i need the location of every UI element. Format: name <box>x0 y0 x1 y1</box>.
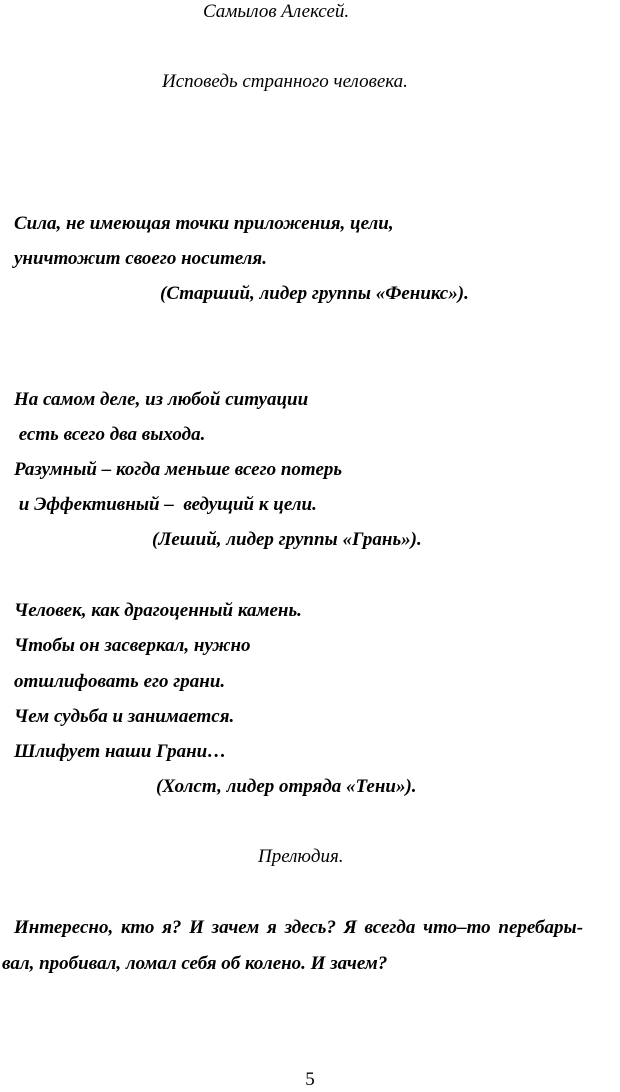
epigraph-3-line-2: Чтобы он засверкал, нужно <box>14 635 251 656</box>
epigraph-2-line-1: На самом деле, из любой ситуации <box>14 389 309 410</box>
epigraph-2-attribution: (Леший, лидер группы «Грань»). <box>152 529 422 550</box>
page-number: 5 <box>305 1069 315 1090</box>
epigraph-2-line-2: есть всего два выхода. <box>14 424 206 445</box>
paragraph-line-2: вал, пробивал, ломал себя об колено. И зачем? <box>2 953 388 974</box>
epigraph-3-line-1: Человек, как драгоценный камень. <box>14 600 302 621</box>
author-name: Самылов Алексей. <box>203 1 350 22</box>
epigraph-2-line-3: Разумный – когда меньше всего потерь <box>14 459 343 480</box>
epigraph-1-line-1: Сила, не имеющая точки приложения, цели, <box>14 213 394 234</box>
epigraph-3-line-4: Чем судьба и занимается. <box>14 706 235 727</box>
paragraph-line-1: Интересно, кто я? И зачем я здесь? Я всегда что–то перебары- <box>14 917 584 938</box>
epigraph-2-line-4: и Эффективный – ведущий к цели. <box>14 494 317 515</box>
epigraph-3-attribution: (Холст, лидер отряда «Тени»). <box>156 776 417 797</box>
epigraph-1-attribution: (Старший, лидер группы «Феникс»). <box>160 283 469 304</box>
epigraph-3-line-3: отшлифовать его грани. <box>14 671 226 692</box>
book-title: Исповедь странного человека. <box>162 71 408 92</box>
section-heading: Прелюдия. <box>258 846 344 867</box>
epigraph-1-line-2: уничтожит своего носителя. <box>14 248 267 269</box>
epigraph-3-line-5: Шлифует наши Грани… <box>14 741 227 762</box>
